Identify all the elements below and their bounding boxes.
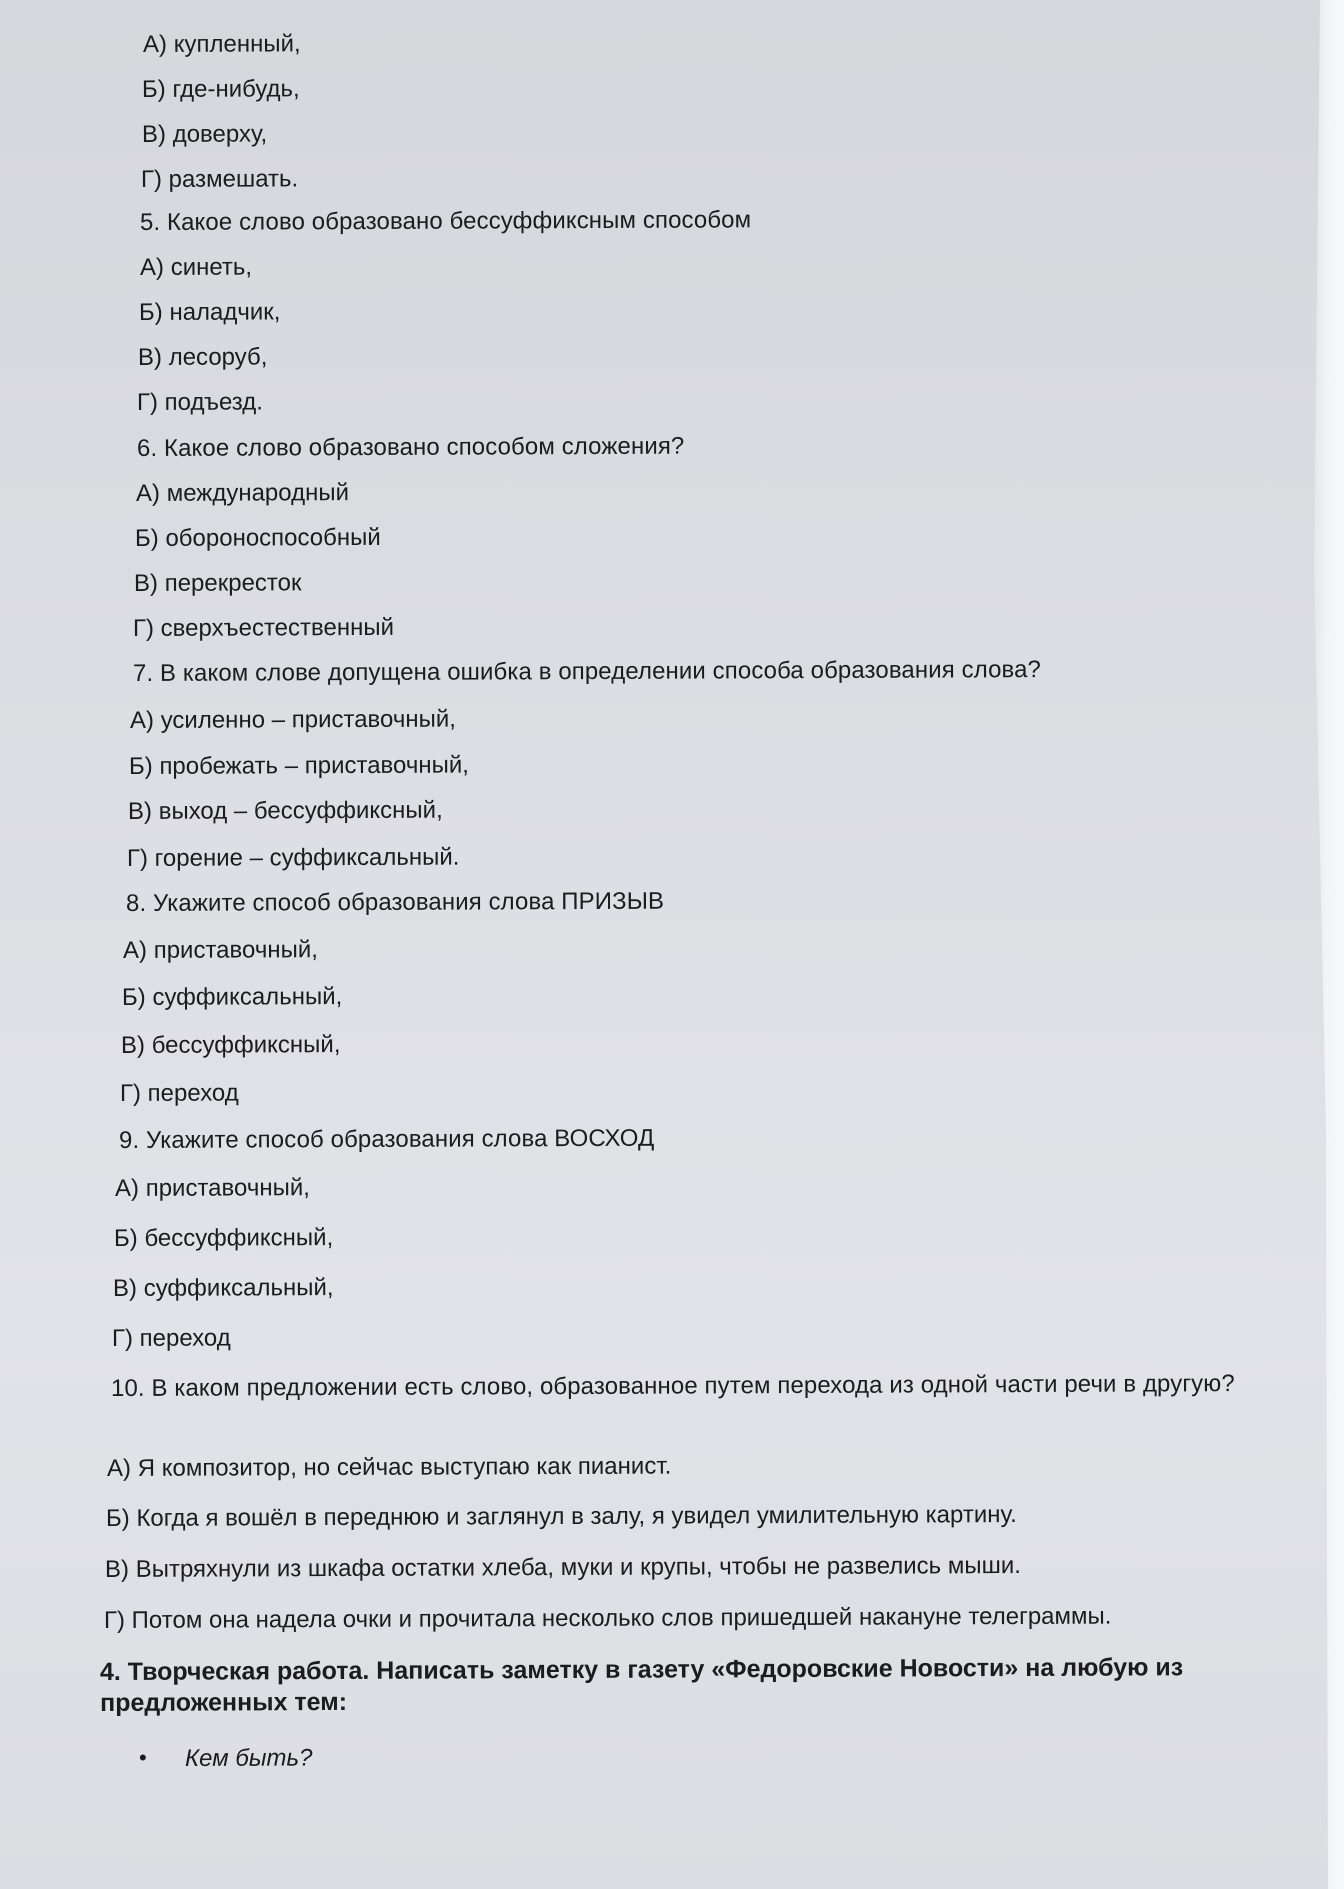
q4-answer-c: В) доверху, <box>141 120 268 148</box>
q5-answer-d: Г) подъезд. <box>136 388 263 416</box>
q7-answer-a: А) усиленно – приставочный, <box>129 705 456 734</box>
q6-answer-a: А) международный <box>135 479 350 507</box>
q8-answer-c: В) бессуффиксный, <box>120 1031 341 1059</box>
q4-answer-a: А) купленный, <box>142 30 301 58</box>
q10-question: 10. В каком предложении есть слово, образованное путем перехода из одной части речи в другую? <box>110 1370 1235 1402</box>
q5-answer-b: Б) наладчик, <box>138 298 281 326</box>
q4-answer-d: Г) размешать. <box>140 165 299 193</box>
q8-answer-d: Г) переход <box>119 1079 239 1107</box>
task4-heading: 4. Творческая работа. Написать заметку в газету «Федоровские Новости» на любую из предложенных тем: <box>99 1653 1184 1717</box>
q10-answer-a: А) Я композитор, но сейчас выступаю как пианист. <box>106 1452 672 1482</box>
q7-answer-b: Б) пробежать – приставочный, <box>128 751 469 780</box>
paper-edge <box>1304 0 1344 1889</box>
q9-question: 9. Укажите способ образования слова ВОСХОД <box>118 1124 655 1154</box>
q10-answer-d: Г) Потом она надела очки и прочитала несколько слов пришедшей накануне телеграммы. <box>103 1602 1112 1634</box>
q6-answer-b: Б) обороноспособный <box>134 523 381 552</box>
q8-answer-a: А) приставочный, <box>122 936 318 964</box>
q9-answer-d: Г) переход <box>111 1324 231 1352</box>
bullet-icon: • <box>139 1745 147 1770</box>
q7-question: 7. В каком слове допущена ошибка в определении способа образования слова? <box>132 656 1042 687</box>
q6-answer-c: В) перекресток <box>133 569 302 597</box>
q6-question: 6. Какое слово образовано способом сложения? <box>136 432 685 462</box>
q7-answer-d: Г) горение – суффиксальный. <box>126 843 460 872</box>
q10-answer-b: Б) Когда я вошёл в переднюю и заглянул в залу, я увидел умилительную картину. <box>105 1501 1017 1532</box>
topic-item: Кем быть? <box>184 1744 313 1772</box>
q4-answer-b: Б) где-нибудь, <box>141 75 300 103</box>
q8-answer-b: Б) суффиксальный, <box>121 983 343 1011</box>
q10-answer-c: В) Вытряхнули из шкафа остатки хлеба, муки и крупы, чтобы не развелись мыши. <box>104 1552 1021 1583</box>
q5-answer-c: В) лесоруб, <box>137 343 268 371</box>
q6-answer-d: Г) сверхъестественный <box>132 613 395 642</box>
q9-answer-a: А) приставочный, <box>114 1174 310 1202</box>
q9-answer-c: В) суффиксальный, <box>112 1274 334 1302</box>
q5-answer-a: А) синеть, <box>139 253 253 281</box>
q9-answer-b: Б) бессуффиксный, <box>113 1224 334 1252</box>
q7-answer-c: В) выход – бессуффиксный, <box>127 796 443 825</box>
q8-question: 8. Укажите способ образования слова ПРИЗЫВ <box>125 887 665 917</box>
q5-question: 5. Какое слово образовано бессуффиксным способом <box>139 206 752 236</box>
